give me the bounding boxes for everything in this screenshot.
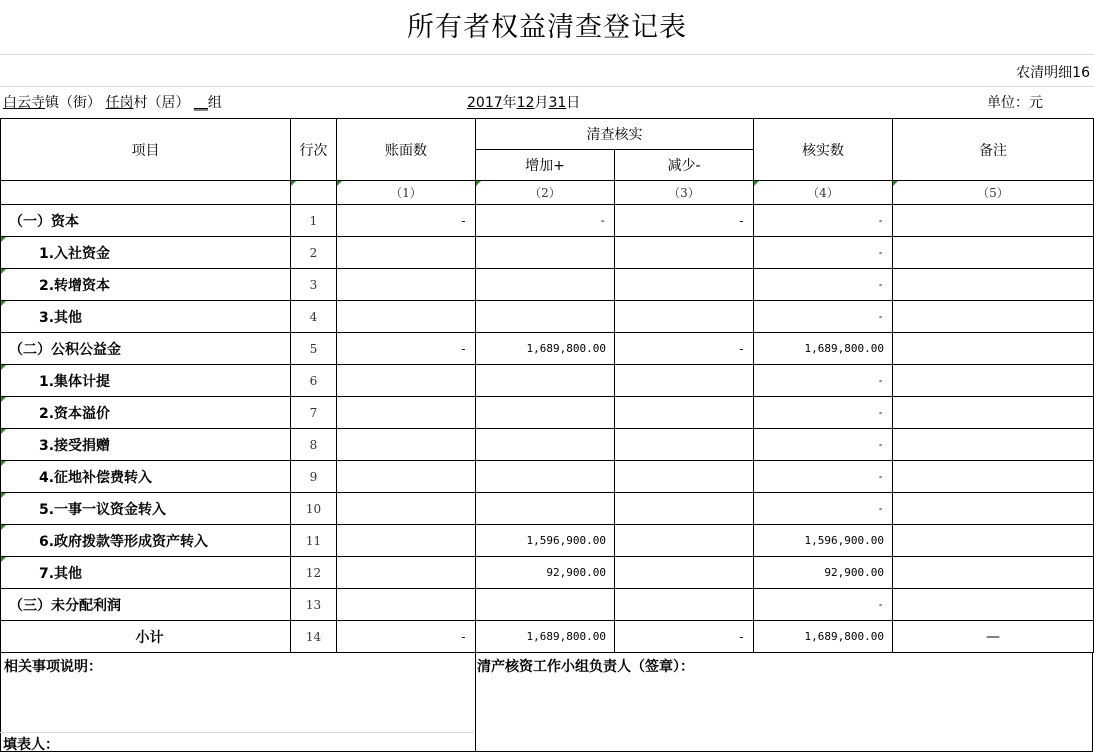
- table-row: [1, 269, 1094, 301]
- cell-book: [337, 269, 476, 301]
- header-line: 行次: [291, 119, 337, 181]
- town-name: 白云寺: [3, 95, 45, 111]
- colno-1: （1）: [337, 181, 476, 205]
- cell-decrease: -: [615, 333, 754, 365]
- cell-verified: -: [754, 397, 893, 429]
- cell-line: 3: [291, 269, 337, 301]
- notes-label: 相关事项说明：: [4, 659, 102, 675]
- cell-item: 1.入社资金: [1, 237, 291, 269]
- header-increase: 增加+: [476, 150, 615, 181]
- header-note: 备注: [893, 119, 1094, 181]
- cell-line: 13: [291, 589, 337, 621]
- table-row: [1, 557, 1094, 589]
- colno-4: （4）: [754, 181, 893, 205]
- cell-decrease: [615, 429, 754, 461]
- cell-decrease: -: [615, 205, 754, 237]
- cell-verified: -: [754, 461, 893, 493]
- table-row: [1, 621, 1094, 653]
- cell-item: 小计: [1, 621, 291, 653]
- cell-book: -: [337, 333, 476, 365]
- date-year-suffix: 年: [502, 95, 517, 111]
- cell-note: [893, 397, 1094, 429]
- colno-3: （3）: [615, 181, 754, 205]
- equity-table: [0, 118, 1094, 653]
- cell-line: 14: [291, 621, 337, 653]
- date-day: 31: [548, 95, 567, 111]
- cell-item: 2.转增资本: [1, 269, 291, 301]
- cell-increase: [476, 397, 615, 429]
- cell-note: [893, 461, 1094, 493]
- cell-book: [337, 589, 476, 621]
- cell-verified: -: [754, 269, 893, 301]
- cell-book: [337, 429, 476, 461]
- cell-item: 7.其他: [1, 557, 291, 589]
- cell-line: 11: [291, 525, 337, 557]
- cell-line: 4: [291, 301, 337, 333]
- filler-label: 填表人：: [3, 737, 59, 753]
- table-row: [1, 365, 1094, 397]
- grid-line: [0, 732, 474, 733]
- cell-line: 8: [291, 429, 337, 461]
- town-suffix: 镇（街）: [45, 95, 101, 111]
- cell-note: —: [893, 621, 1094, 653]
- table-row: [1, 461, 1094, 493]
- cell-increase: [476, 301, 615, 333]
- cell-book: [337, 237, 476, 269]
- cell-book: -: [337, 205, 476, 237]
- cell-increase: [476, 429, 615, 461]
- cell-decrease: [615, 301, 754, 333]
- cell-note: [893, 269, 1094, 301]
- table-row: [1, 525, 1094, 557]
- cell-increase: [476, 493, 615, 525]
- header-item: 项目: [1, 119, 291, 181]
- colno-5: （5）: [893, 181, 1094, 205]
- cell-increase: 1,689,800.00: [476, 333, 615, 365]
- cell-decrease: [615, 269, 754, 301]
- cell-book: [337, 301, 476, 333]
- cell-decrease: -: [615, 621, 754, 653]
- page-title: 所有者权益清查登记表: [0, 0, 1094, 55]
- cell-line: 7: [291, 397, 337, 429]
- colno-2: （2）: [476, 181, 615, 205]
- table-body: [1, 205, 1094, 653]
- cell-verified: 1,689,800.00: [754, 333, 893, 365]
- leader-section: [474, 653, 1093, 752]
- grid-line: [0, 86, 1094, 87]
- date-year: 2017: [467, 95, 503, 111]
- table-row: [1, 493, 1094, 525]
- cell-verified: -: [754, 365, 893, 397]
- form-code: 农清明细16: [1016, 65, 1090, 81]
- cell-increase: 1,689,800.00: [476, 621, 615, 653]
- cell-decrease: [615, 365, 754, 397]
- cell-note: [893, 333, 1094, 365]
- cell-book: [337, 365, 476, 397]
- cell-verified: 92,900.00: [754, 557, 893, 589]
- cell-increase: [476, 269, 615, 301]
- report-date: [467, 92, 580, 112]
- cell-line: 9: [291, 461, 337, 493]
- table-row: [1, 397, 1094, 429]
- cell-item: 6.政府拨款等形成资产转入: [1, 525, 291, 557]
- cell-decrease: [615, 461, 754, 493]
- header-decrease: 减少-: [615, 150, 754, 181]
- cell-decrease: [615, 557, 754, 589]
- cell-note: [893, 301, 1094, 333]
- cell-increase: [476, 461, 615, 493]
- village-name: 任岗: [105, 95, 134, 111]
- cell-book: [337, 525, 476, 557]
- cell-increase: 1,596,900.00: [476, 525, 615, 557]
- cell-note: [893, 557, 1094, 589]
- cell-decrease: [615, 397, 754, 429]
- cell-verified: 1,596,900.00: [754, 525, 893, 557]
- cell-note: [893, 589, 1094, 621]
- cell-item: 5.一事一议资金转入: [1, 493, 291, 525]
- cell-item: 1.集体计提: [1, 365, 291, 397]
- cell-verified: -: [754, 205, 893, 237]
- cell-decrease: [615, 237, 754, 269]
- table-row: [1, 589, 1094, 621]
- cell-increase: -: [476, 205, 615, 237]
- table-row: [1, 205, 1094, 237]
- date-day-suffix: 日: [566, 95, 581, 111]
- cell-item: （三）未分配利润: [1, 589, 291, 621]
- cell-note: [893, 365, 1094, 397]
- cell-book: -: [337, 621, 476, 653]
- date-month: 12: [516, 95, 535, 111]
- cell-verified: 1,689,800.00: [754, 621, 893, 653]
- header-book: 账面数: [337, 119, 476, 181]
- group-suffix: 组: [207, 95, 222, 111]
- table-row: [1, 333, 1094, 365]
- table-row: [1, 429, 1094, 461]
- cell-decrease: [615, 493, 754, 525]
- location-line: [3, 92, 222, 112]
- group-name: __: [193, 95, 208, 111]
- cell-note: [893, 205, 1094, 237]
- cell-note: [893, 429, 1094, 461]
- header-verify-group: 清查核实: [476, 119, 754, 150]
- cell-verified: -: [754, 301, 893, 333]
- cell-item: 4.征地补偿费转入: [1, 461, 291, 493]
- cell-book: [337, 493, 476, 525]
- cell-line: 5: [291, 333, 337, 365]
- cell-increase: 92,900.00: [476, 557, 615, 589]
- cell-item: 3.接受捐赠: [1, 429, 291, 461]
- cell-line: 12: [291, 557, 337, 589]
- unit-label: 单位：元: [987, 95, 1043, 111]
- cell-item: （一）资本: [1, 205, 291, 237]
- header-verified: 核实数: [754, 119, 893, 181]
- cell-decrease: [615, 589, 754, 621]
- cell-line: 1: [291, 205, 337, 237]
- colno-line: [291, 181, 337, 205]
- cell-verified: -: [754, 429, 893, 461]
- cell-verified: -: [754, 493, 893, 525]
- village-suffix: 村（居）: [133, 95, 190, 111]
- cell-book: [337, 397, 476, 429]
- cell-note: [893, 493, 1094, 525]
- table-row: [1, 301, 1094, 333]
- cell-line: 2: [291, 237, 337, 269]
- cell-line: 10: [291, 493, 337, 525]
- cell-book: [337, 461, 476, 493]
- cell-verified: -: [754, 589, 893, 621]
- table-row: [1, 237, 1094, 269]
- cell-item: （二）公积公益金: [1, 333, 291, 365]
- cell-book: [337, 557, 476, 589]
- cell-increase: [476, 365, 615, 397]
- cell-increase: [476, 589, 615, 621]
- cell-note: [893, 525, 1094, 557]
- cell-decrease: [615, 525, 754, 557]
- cell-increase: [476, 237, 615, 269]
- cell-item: 2.资本溢价: [1, 397, 291, 429]
- cell-line: 6: [291, 365, 337, 397]
- cell-verified: -: [754, 237, 893, 269]
- date-month-suffix: 月: [534, 95, 549, 111]
- notes-section: [0, 653, 476, 752]
- colno-item: [1, 181, 291, 205]
- cell-item: 3.其他: [1, 301, 291, 333]
- leader-label: 清产核资工作小组负责人（签章）：: [477, 659, 694, 675]
- cell-note: [893, 237, 1094, 269]
